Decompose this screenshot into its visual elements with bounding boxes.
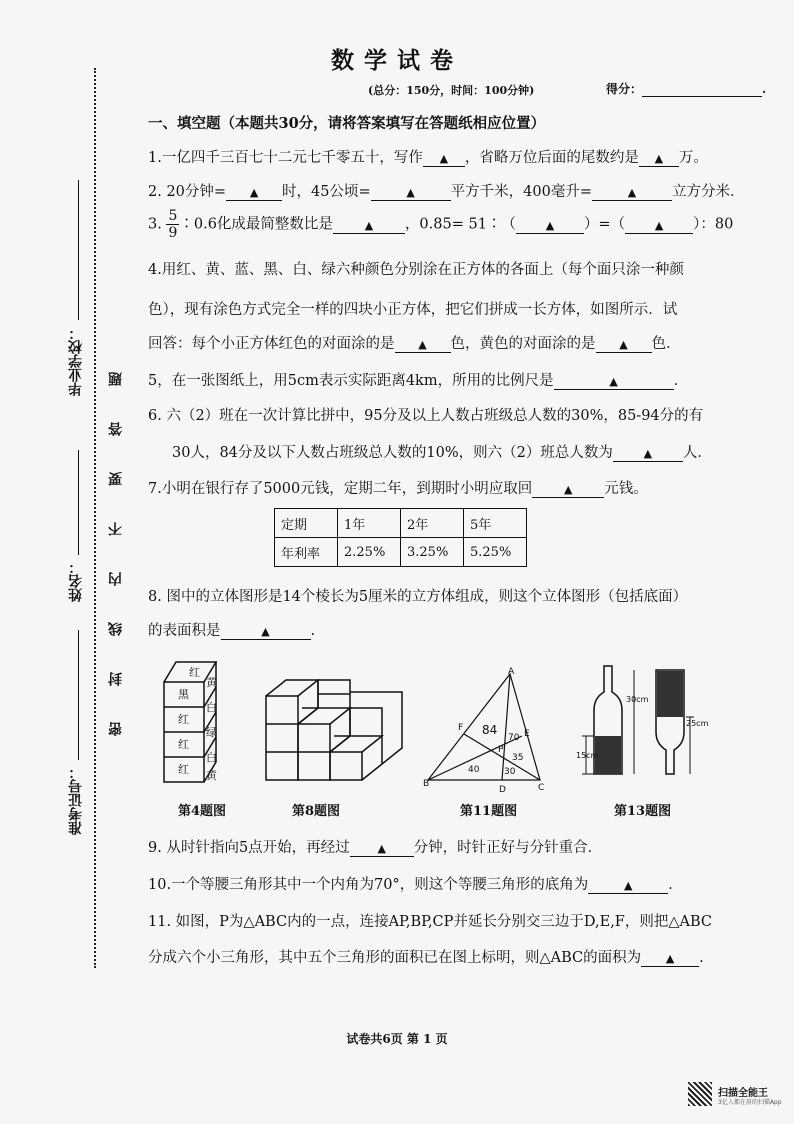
face-label: 红 (178, 763, 189, 776)
dimension-label: 25cm (686, 719, 709, 728)
table-cell: 定期 (275, 509, 338, 538)
figure-11-triangle (424, 668, 548, 796)
figure-8-caption: 第8题图 (292, 804, 341, 819)
face-label: 黄 (206, 769, 217, 782)
question-9: 9. 从时针指向5点开始，再经过 ▲ 分钟，时针正好与分针重合． (148, 840, 603, 856)
figure-11-caption: 第11题图 (460, 804, 518, 819)
vertex-label: C (538, 783, 545, 793)
question-5: 5，在一张图纸上，用5cm表示实际距离4km，所用的比例尺是 ▲ ． (148, 373, 689, 389)
question-11-line-1: 11. 如图，P为△ABC内的一点，连接AP,BP,CP并延长分别交三边于D,E,F，则把△ABC (148, 914, 713, 930)
face-label: 绿 (206, 726, 217, 739)
question-11-line-2: 分成六个小三角形，其中五个三角形的面积已在图上标明，则△ABC的面积为 ▲ . (148, 950, 704, 966)
q10-blank[interactable]: ▲ (588, 878, 668, 894)
seal-dotted-line (94, 68, 96, 968)
score-field: 得分： . (606, 82, 767, 96)
q2-blank-2[interactable]: ▲ (371, 185, 451, 201)
qr-code-icon (688, 1082, 712, 1106)
exam-no-blank[interactable] (78, 630, 79, 760)
table-cell: 5年 (464, 509, 527, 538)
question-3: 3. $\frac{5}{9}∶0.6$化成最简整数比是 ▲ ，0.85= 51∶（ ▲ ）=（ ▲ ）：80 (148, 208, 734, 241)
face-label: 红 (178, 738, 189, 751)
page-title: 数学试卷 (331, 47, 463, 74)
face-label: 黑 (178, 688, 189, 701)
question-1: 1.一亿四千三百七十二元七千零五十，写作 ▲ ，省略万位后面的尾数约是 ▲ 万。 (148, 150, 708, 166)
question-7: 7.小明在银行存了5000元钱，定期二年，到期时小明应取回 ▲ 元钱。 (148, 481, 648, 497)
q4-blank-1[interactable]: ▲ (395, 337, 451, 353)
q6-blank[interactable]: ▲ (613, 446, 683, 462)
area-label: 84 (482, 723, 498, 737)
score-blank[interactable] (642, 86, 762, 97)
area-label: 40 (468, 765, 480, 775)
school-blank[interactable] (78, 180, 79, 320)
table-cell: 2年 (401, 509, 464, 538)
vertex-label: B (423, 779, 430, 789)
q11-blank[interactable]: ▲ (641, 951, 699, 967)
figure-4-caption: 第4题图 (178, 804, 227, 819)
figure-13-caption: 第13题图 (614, 804, 672, 819)
point-label: E (524, 729, 530, 739)
dimension-label: 30cm (626, 695, 649, 704)
table-cell: 1年 (338, 509, 401, 538)
question-4-line-3: 回答：每个小正方体红色的对面涂的是 ▲ 色，黄色的对面涂的是 ▲ 色． (148, 336, 681, 352)
table-cell: 3.25% (401, 538, 464, 567)
q2-blank-3[interactable]: ▲ (592, 185, 672, 201)
seal-notice: 密封线内不要答题 (108, 336, 124, 736)
point-label: D (499, 785, 506, 795)
q1-blank-2[interactable]: ▲ (639, 151, 679, 167)
interest-rate-table (274, 508, 527, 567)
face-label: 黄 (206, 676, 217, 689)
area-label: 30 (504, 767, 516, 777)
table-cell: 5.25% (464, 538, 527, 567)
q7-blank[interactable]: ▲ (532, 482, 604, 498)
figure-8-staircase (262, 672, 412, 784)
table-cell: 年利率 (275, 538, 338, 567)
area-label: 35 (512, 753, 524, 763)
question-6-line-2: 30人，84分及以下人数占班级总人数的10%，则六（2）班总人数为 ▲ 人． (172, 445, 712, 461)
question-8-line-1: 8. 图中的立体图形是14个棱长为5厘米的立方体组成，则这个立体图形（包括底面） (148, 589, 688, 605)
watermark-brand: 扫描全能王 (718, 1088, 768, 1099)
face-label: 红 (189, 666, 200, 679)
question-4-line-1: 4.用红、黄、蓝、黑、白、绿六种颜色分别涂在正方体的各面上（每个面只涂一种颜 (148, 262, 684, 278)
question-6-line-1: 6. 六（2）班在一次计算比拼中，95分及以上人数占班级总人数的30%，85-94分的有 (148, 408, 704, 424)
exam-meta: (总分：150分，时间：100分钟) (368, 84, 535, 97)
figure-13-bottles (578, 662, 714, 780)
point-label: F (458, 723, 464, 733)
section-heading: 一、填空题（本题共30分，请将答案填写在答题纸相应位置） (148, 115, 546, 132)
face-label: 白 (206, 701, 217, 714)
q3-blank-2[interactable]: ▲ (516, 218, 584, 234)
table-header-row (275, 509, 527, 538)
face-label: 红 (178, 713, 189, 726)
figure-4-cube-stack (160, 656, 220, 786)
q3-blank-3[interactable]: ▲ (625, 218, 693, 234)
q3-fraction: $\frac{5}{9}$ (168, 208, 178, 241)
question-8-line-2: 的表面积是 ▲ . (148, 623, 316, 639)
face-label: 白 (206, 751, 217, 764)
q4-blank-2[interactable]: ▲ (596, 337, 652, 353)
q1-blank-1[interactable]: ▲ (423, 151, 465, 167)
point-label: P (498, 745, 504, 755)
table-row (275, 538, 527, 567)
name-blank[interactable] (78, 450, 79, 555)
school-label: 毕业学校： (68, 326, 84, 396)
area-label: 70 (508, 733, 520, 743)
table-cell: 2.25% (338, 538, 401, 567)
q2-blank-1[interactable]: ▲ (226, 185, 282, 201)
score-label: 得分： (606, 82, 643, 96)
question-2: 2. 20分钟= ▲ 时，45公顷= ▲ 平方千米，400毫升= ▲ 立方分米． (148, 184, 745, 200)
q5-blank[interactable]: ▲ (554, 374, 674, 390)
q3-blank-1[interactable]: ▲ (333, 218, 405, 234)
scanner-watermark (688, 1082, 788, 1108)
question-4-line-2: 色），现有涂色方式完全一样的四块小正方体，把它们拼成一长方体，如图所示．试 (148, 302, 678, 318)
exam-no-label: 准考证号： (68, 765, 84, 835)
question-10: 10.一个等腰三角形其中一个内角为70°，则这个等腰三角形的底角为 ▲ ． (148, 877, 683, 893)
dimension-label: 15cm (576, 751, 599, 760)
q8-blank[interactable]: ▲ (221, 624, 311, 640)
q9-blank[interactable]: ▲ (350, 841, 414, 857)
name-label: 姓名： (68, 560, 84, 602)
watermark-tagline: 3亿人都在用的扫描App (718, 1099, 782, 1106)
page-footer: 试卷共6页 第 1 页 (346, 1032, 448, 1046)
vertex-label: A (508, 667, 515, 677)
